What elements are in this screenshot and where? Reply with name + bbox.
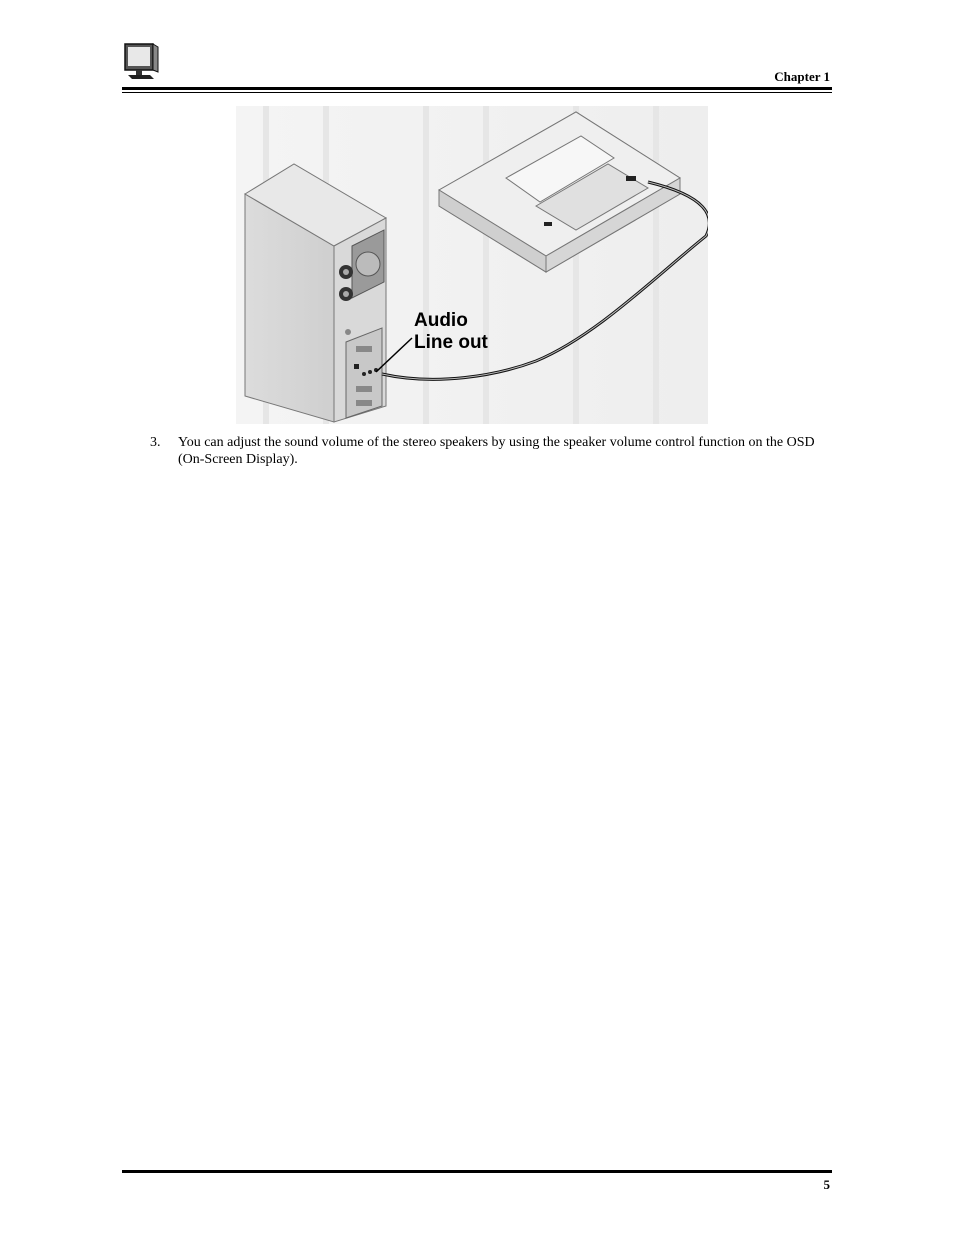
monitor-icon bbox=[122, 42, 164, 82]
chapter-label: Chapter 1 bbox=[774, 69, 830, 84]
line-out-label: Line out bbox=[414, 332, 488, 353]
step-text: You can adjust the sound volume of the stereo speakers by using the speaker volume control function on the OSD (On-Screen Display). bbox=[178, 435, 815, 467]
header-rule bbox=[122, 87, 832, 90]
footer-rule bbox=[122, 1170, 832, 1173]
page-number: 5 bbox=[823, 1177, 830, 1192]
step-number: 3. bbox=[150, 435, 161, 450]
connection-illustration bbox=[236, 106, 708, 424]
audio-label: Audio bbox=[414, 310, 468, 331]
header-rule-thin bbox=[122, 92, 832, 93]
